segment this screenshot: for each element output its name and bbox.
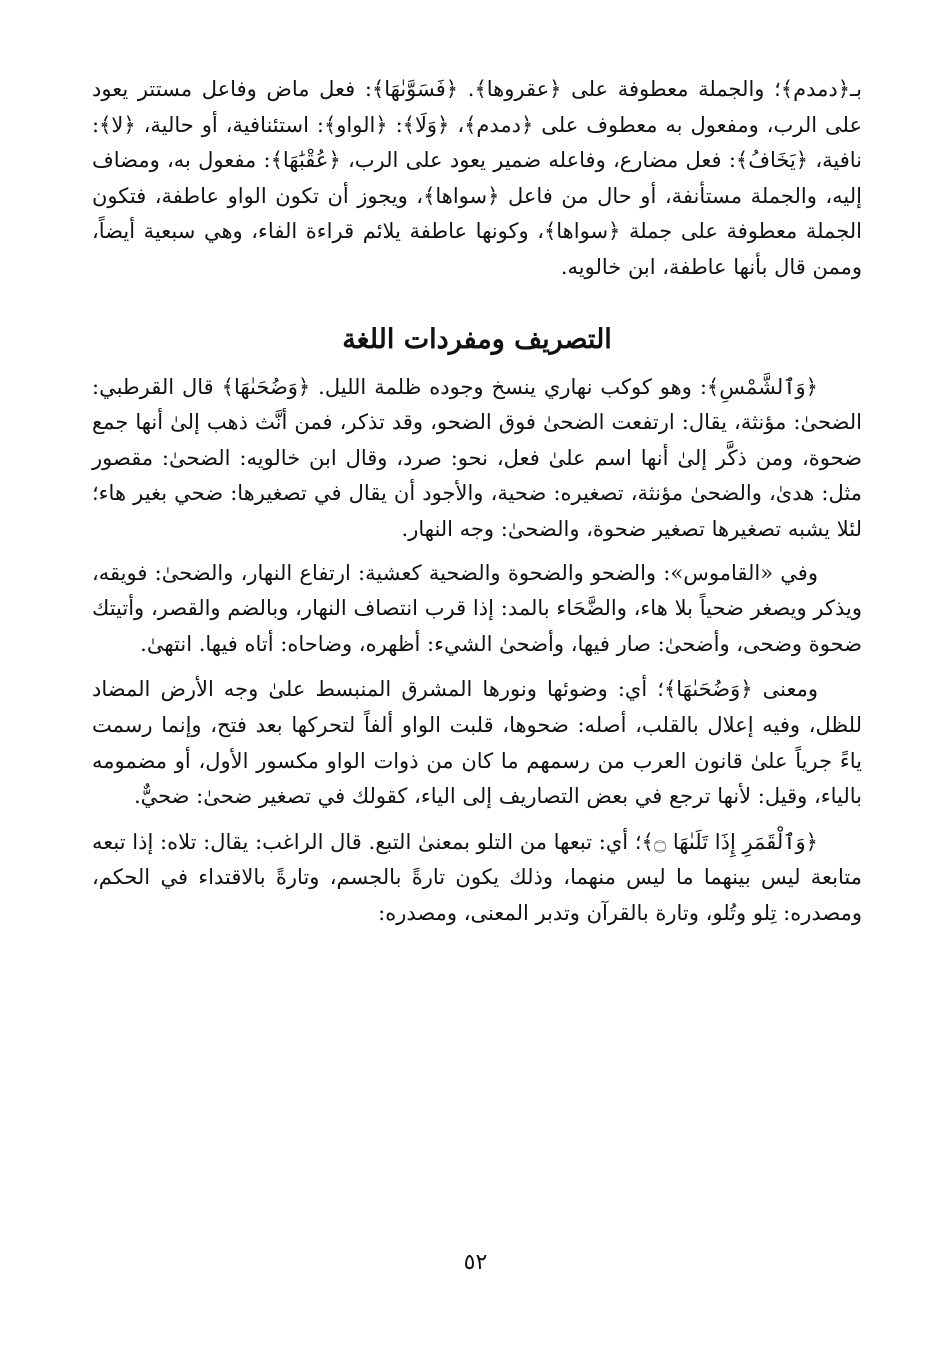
page-number: ٥٢	[463, 1250, 488, 1275]
section-heading: التصريف ومفردات اللغة	[342, 323, 612, 355]
paragraph-qamus: وفي «القاموس»: والضحو والضحوة والضحية كعشية: ارتفاع النهار، والضحىٰ: فويقه، ويذكر ويصغر ضحياً بلا هاء، والضَّحَاء بالمد: إذا قرب انتصاف النهار، وبالضم والقصر، وأتيتك ضحوة وضحى، وأضحىٰ: صار فيها، وأضحىٰ الشيء: أظهره، وضاحاه: أتاه فيها. انتهىٰ.	[92, 560, 862, 656]
paragraph-shams: ﴿وَٱلشَّمْسِ﴾: وهو كوكب نهاري ينسخ وجوده ظلمة الليل. ﴿وَضُحَىٰهَا﴾ قال القرطبي: الضحىٰ: مؤنثة، يقال: ارتفعت الضحىٰ فوق الضحو، وقد تذكر، فمن أنَّث ذهب إلىٰ أنها جمع ضحوة، ومن ذكَّر إلىٰ أنها اسم علىٰ فعل، نحو: صرد، وقال ابن خالويه: الضحىٰ: مقصور مثل: هدىٰ، والضحىٰ مؤنثة، تصغيره: ضحية، والأجود أن يقال في تصغيرها: ضحي بغير هاء؛ لئلا يشبه تصغيرها تصغير ضحوة، والضحىٰ: وجه النهار.	[92, 374, 862, 541]
page-body	[92, 72, 862, 931]
paragraph-duhaha-meaning: ومعنى ﴿وَضُحَىٰهَا﴾؛ أي: وضوئها ونورها المشرق المنبسط علىٰ وجه الأرض المضاد للظل، وفيه إعلال بالقلب، أصله: ضحوها، قلبت الواو ألفاً لتحركها بعد فتح، وإنما رسمت ياءً جرياً علىٰ قانون العرب من رسمهم ما كان من ذوات الواو مكسور الأول، أو مضمومه بالياء، وقيل: لأنها ترجع في بعض التصاريف إلى الياء، كقولك في تصغير ضحىٰ: ضحيٌّ.	[92, 677, 862, 809]
paragraph-grammar-continuation: بـ﴿دمدم﴾؛ والجملة معطوفة على ﴿عقروها﴾. ﴿فَسَوَّىٰهَا﴾: فعل ماض وفاعل مستتر يعود على الرب، ومفعول به معطوف على ﴿دمدم﴾، ﴿وَلَا﴾: ﴿الواو﴾: استئنافية، أو حالية، ﴿لا﴾: نافية، ﴿يَخَافُ﴾: فعل مضارع، وفاعله ضمير يعود على الرب، ﴿عُقْبَٰهَا﴾: مفعول به، ومضاف إليه، والجملة مستأنفة، أو حال من فاعل ﴿سواها﴾، ويجوز أن تكون الواو عاطفة، فتكون الجملة معطوفة على جملة ﴿سواها﴾، وكونها عاطفة يلائم قراءة الفاء، وهي سبعية أيضاً، وممن قال بأنها عاطفة، ابن خالويه.	[92, 77, 862, 279]
paragraph-qamar: ﴿وَٱلْقَمَرِ إِذَا تَلَىٰهَا ۝﴾؛ أي: تبعها من التلو بمعنىٰ التبع. قال الراغب: يقال: تلاه: إذا تبعه متابعة ليس بينهما ما ليس منهما، وذلك يكون تارةً بالجسم، وتارةً بالاقتداء في الحكم، ومصدره: تِلو وتُلو، وتارة بالقرآن وتدبر المعنى، ومصدره:	[92, 829, 862, 925]
